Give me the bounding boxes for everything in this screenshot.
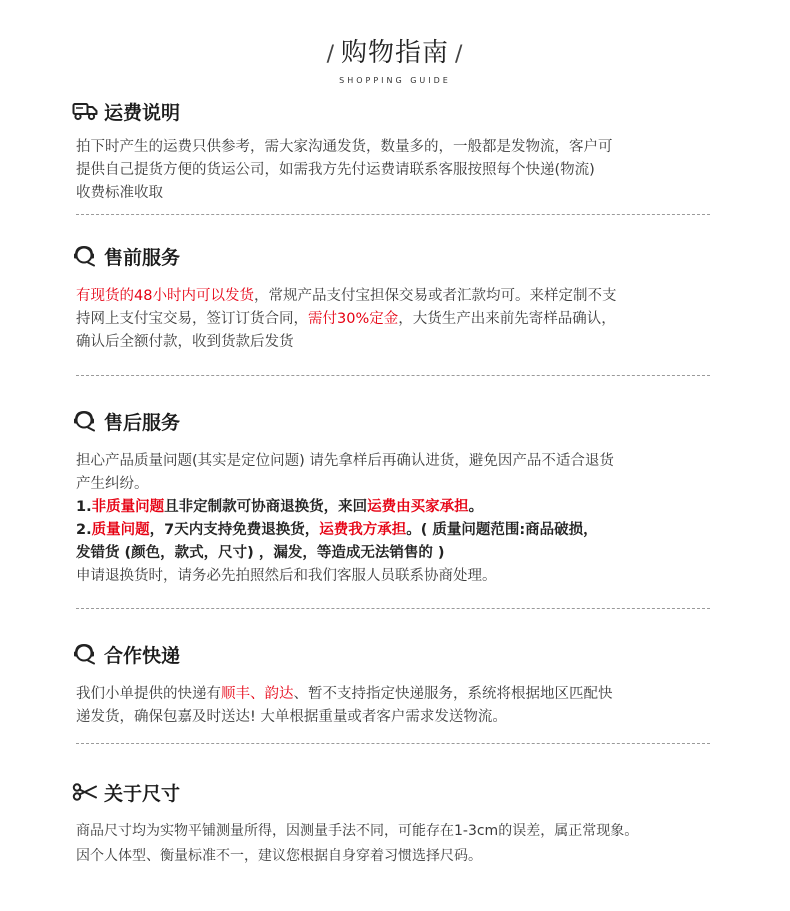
customer-service-icon: [72, 245, 98, 267]
text-line: 递发货，确保包嘉及时送达! 大单根据重量或者客户需求发送物流。: [76, 709, 507, 725]
text-line: 因个人体型、衡量标准不一，建议您根据自身穿着习惯选择尺码。: [76, 848, 482, 864]
section-body: [72, 136, 720, 205]
page-header: [0, 36, 790, 85]
customer-service-icon: [72, 410, 98, 432]
customer-service-icon: [72, 643, 98, 665]
text-fragment: ，大货生产出来前先寄样品确认，: [398, 311, 616, 327]
section-divider: [76, 608, 710, 609]
section-body: [72, 683, 720, 729]
section-header: [72, 777, 720, 807]
text-line: 提供自己提货方便的货运公司，如需我方先付运费请联系客服按照每个快递(物流): [76, 162, 595, 178]
text-line: [76, 308, 720, 331]
section-title: 合作快递: [104, 644, 181, 667]
text-line: [76, 285, 720, 308]
text-fragment: 且非定制款可协商退换货，来回: [164, 499, 368, 515]
section-title: 售前服务: [104, 246, 181, 269]
page-subtitle: SHOPPING GUIDE: [339, 76, 451, 85]
page-title: [0, 36, 790, 72]
section-header: [72, 96, 720, 126]
text-fragment: 、暂不支持指定快递服务，系统将根据地区匹配快: [293, 686, 613, 702]
list-number: 2.: [76, 522, 92, 538]
section-size: [72, 777, 720, 869]
section-title: 售后服务: [104, 411, 181, 434]
section-divider: [76, 214, 710, 215]
text-line: 拍下时产生的运费只供参考，需大家沟通发货，数量多的，一般都是发物流，客户可: [76, 139, 613, 155]
text-line: 担心产品质量问题(其实是定位问题) 请先拿样后再确认进货，避免因产品不适合退货: [76, 453, 614, 469]
highlight-text: 顺丰、韵达: [221, 686, 294, 702]
text-line: 发错货 (颜色，款式，尺寸) ，漏发，等造成无法销售的 ): [76, 545, 445, 561]
section-body: [72, 285, 720, 354]
text-line: 产生纠纷。: [76, 476, 149, 492]
text-line: 收费标准收取: [76, 185, 163, 201]
text-line: 商品尺寸均为实物平铺测量所得，因测量手法不同，可能存在1-3cm的误差，属正常现象。: [76, 823, 639, 839]
section-header: [72, 406, 720, 436]
text-fragment: 我们小单提供的快递有: [76, 686, 221, 702]
text-fragment: ，7天内支持免费退换货，: [149, 522, 320, 538]
text-line: [76, 519, 720, 542]
highlight-text: 需付30%定金: [308, 311, 399, 327]
section-after-sale: [72, 406, 720, 588]
highlight-text: 非质量问题: [91, 499, 165, 515]
highlight-text: 质量问题: [91, 522, 150, 538]
section-header: [72, 241, 720, 271]
list-number: 1.: [76, 499, 92, 515]
text-line: [76, 496, 720, 519]
text-fragment: 持网上支付宝交易，签订订货合同，: [76, 311, 308, 327]
highlight-text: 有现货的48小时内可以发货: [76, 288, 254, 304]
text-line: 确认后全额付款，收到货款后发货: [76, 334, 294, 350]
text-line: 申请退换货时，请务必先拍照然后和我们客服人员联系协商处理。: [76, 568, 497, 584]
section-pre-sale: [72, 241, 720, 354]
text-fragment: 。( 质量问题范围:商品破损，: [406, 522, 598, 538]
text-fragment: 。: [468, 499, 484, 515]
section-courier: [72, 639, 720, 729]
highlight-text: 运费由买家承担: [367, 499, 469, 515]
scissors-icon: [72, 781, 98, 803]
section-body: [72, 450, 720, 588]
section-divider: [76, 743, 710, 744]
title-slash-left: /: [326, 42, 335, 67]
title-slash-right: /: [455, 42, 464, 67]
highlight-text: 运费我方承担: [319, 522, 407, 538]
text-fragment: ，常规产品支付宝担保交易或者汇款均可。来样定制不支: [253, 288, 617, 304]
section-header: [72, 639, 720, 669]
section-title: 运费说明: [104, 101, 181, 124]
section-shipping-fee: [72, 96, 720, 205]
section-title: 关于尺寸: [104, 782, 181, 805]
text-line: [76, 683, 720, 706]
section-body: [72, 819, 720, 869]
truck-icon: [72, 100, 98, 122]
title-text: 购物指南: [340, 38, 449, 68]
section-divider: [76, 375, 710, 376]
